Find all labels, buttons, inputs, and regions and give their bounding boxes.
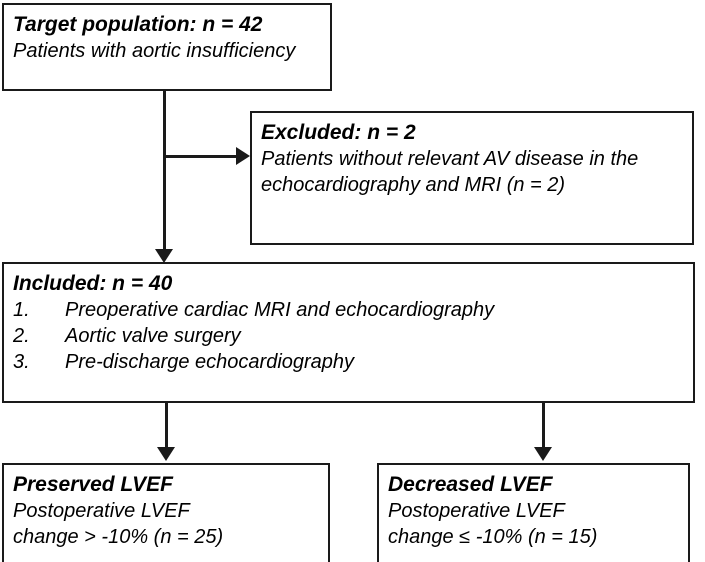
node-excluded-line-2: echocardiography and MRI (n = 2) bbox=[261, 174, 566, 196]
node-decreased-lvef-line-2: change ≤ -10% (n = 15) bbox=[388, 526, 598, 548]
node-preserved-lvef-content bbox=[4, 465, 328, 550]
list-item-number: 3. bbox=[13, 351, 30, 373]
list-item-label: Pre-discharge echocardiography bbox=[65, 351, 355, 373]
node-excluded bbox=[250, 111, 694, 245]
list-item-label: Aortic valve surgery bbox=[65, 325, 241, 347]
node-included-title: Included: n = 40 bbox=[13, 272, 173, 295]
node-included-step-list bbox=[13, 297, 693, 375]
node-target-population-title: Target population: n = 42 bbox=[13, 13, 263, 36]
arrow-down-icon bbox=[157, 447, 175, 461]
node-excluded-title: Excluded: n = 2 bbox=[261, 121, 416, 144]
node-included bbox=[2, 262, 695, 403]
arrow-down-icon bbox=[155, 249, 173, 263]
connector-right-vertical bbox=[542, 403, 545, 449]
connector-branch-horizontal bbox=[163, 155, 238, 158]
list-item bbox=[13, 297, 693, 323]
list-item-number: 1. bbox=[13, 299, 30, 321]
node-included-content bbox=[4, 264, 693, 375]
list-item bbox=[13, 349, 693, 375]
node-target-population-line-1: Patients with aortic insufficiency bbox=[13, 40, 296, 62]
node-excluded-line-1: Patients without relevant AV disease in the bbox=[261, 148, 639, 170]
list-item-label: Preoperative cardiac MRI and echocardiography bbox=[65, 299, 495, 321]
list-item-number: 2. bbox=[13, 325, 30, 347]
node-decreased-lvef bbox=[377, 463, 690, 562]
node-preserved-lvef-line-2: change > -10% (n = 25) bbox=[13, 526, 224, 548]
node-excluded-content bbox=[252, 113, 692, 198]
list-item bbox=[13, 323, 693, 349]
node-decreased-lvef-title: Decreased LVEF bbox=[388, 473, 553, 496]
connector-left-vertical bbox=[165, 403, 168, 449]
node-decreased-lvef-line-1: Postoperative LVEF bbox=[388, 500, 565, 522]
node-target-population-content bbox=[4, 5, 330, 64]
arrow-down-icon bbox=[534, 447, 552, 461]
node-decreased-lvef-content bbox=[379, 465, 688, 550]
node-target-population bbox=[2, 3, 332, 91]
node-preserved-lvef-title: Preserved LVEF bbox=[13, 473, 173, 496]
arrow-right-icon bbox=[236, 147, 250, 165]
node-preserved-lvef-line-1: Postoperative LVEF bbox=[13, 500, 190, 522]
connector-trunk-vertical bbox=[163, 91, 166, 253]
node-preserved-lvef bbox=[2, 463, 330, 562]
